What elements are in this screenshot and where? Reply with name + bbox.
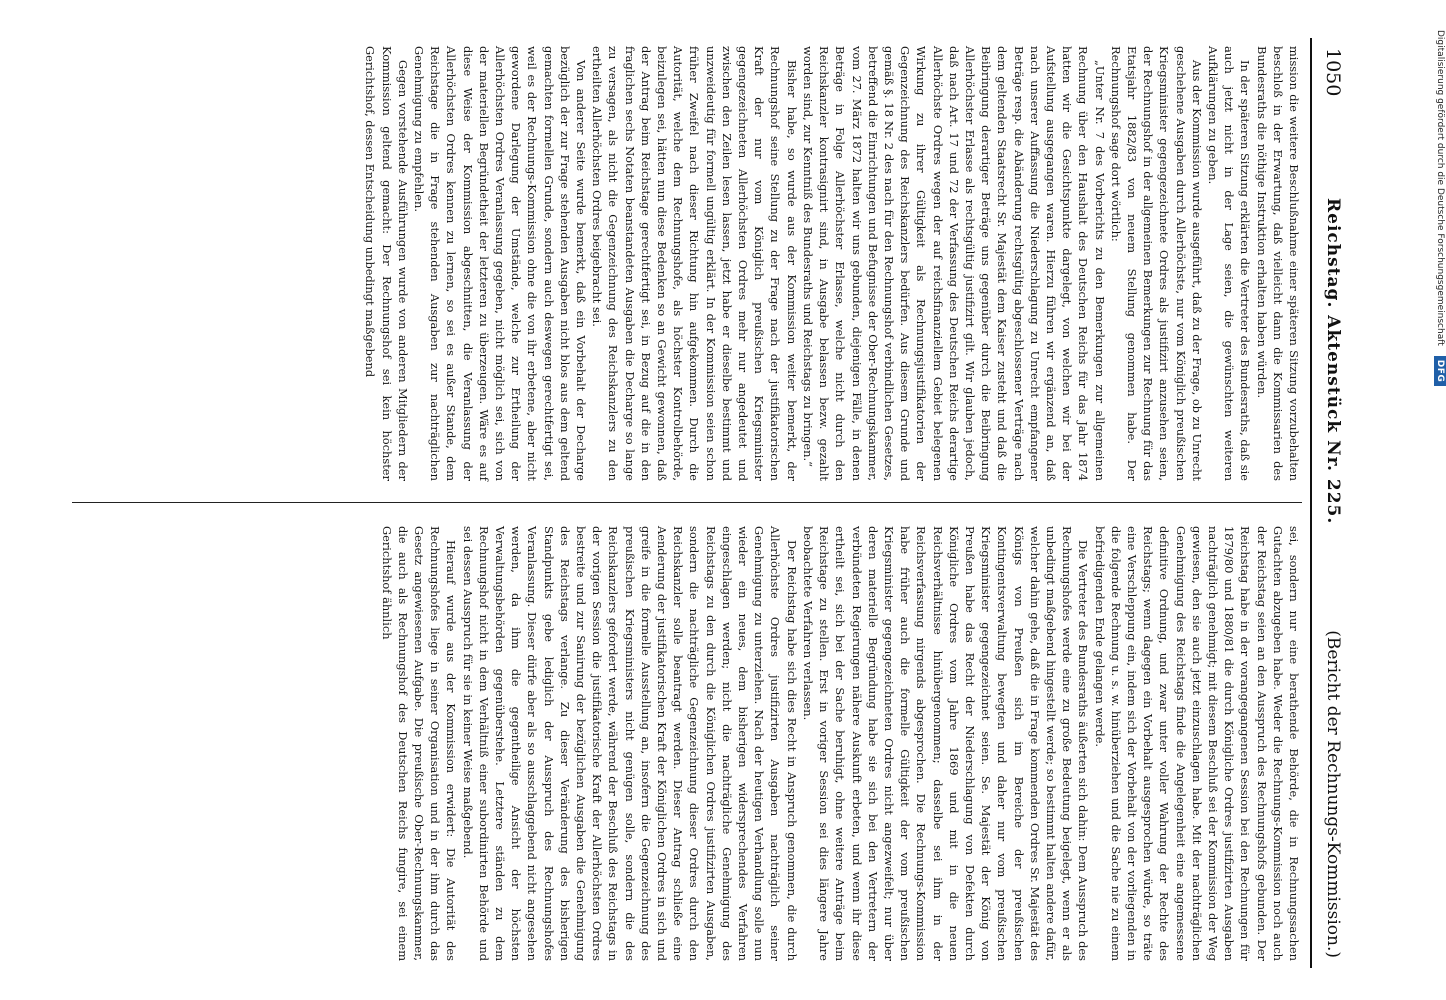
- section-title: (Bericht der Rechnungs-Kommission.): [1323, 630, 1343, 958]
- left-column: [72, 46, 1302, 481]
- left-column-paragraph: „Unter Nr. 7 des Vorberichts zu den Bemerkungen zur allgemeinen Rechnung über den Haushalt des Deutschen Reichs für das Jahr 1874 hatten wir die Gesichtspunkte dargelegt, von welchen wir bei der Aufstellung ausgegangen waren. Hierzu führen wir ergänzend an, daß nach unserer Auffassung die Niederschlagung zu Unrecht empfangener Beträge resp. die Abänderung rechtsgültig abgeschlossener Verträge nach dem geltenden Staatsrecht Sr. Majestät dem Kaiser zusteht und daß die Beibringung derartiger Beträge uns gegenüber durch die Beibringung Allerhöchster Erlasse als rechtsgültig justifizirt gilt. Wir glauben jedoch, daß nach Art. 17 und 72 der Verfassung des Deutschen Reichs derartige Allerhöchste Ordres wegen der auf reichsfinanziellem Gebiet belegenen Wirkung zu ihrer Gültigkeit als Rechnungsjustifikatorien der Gegenzeichnung des Reichskanzlers bedürfen. Aus diesem Grunde und gemäß §. 18 Nr. 2 des nach für den Rechnungshof verbindlichen Gesetzes, betreffend die Einrichtungen und Befugnisse der Ober-Rechnungskammer, vom 27. März 1872 halten wir uns gebunden, diejenigen Fälle, in denen Beträge in Folge Allerhöchster Erlasse, welche nicht durch den Reichskanzler kontrasignirt sind, in Ausgabe belassen bezw. gezahlt worden sind, zur Kenntniß des Bundesraths und Reichstags zu bringen.“: [800, 46, 1107, 481]
- running-head: [1314, 38, 1352, 968]
- left-column-paragraph: In der späteren Sitzung erklärten die Vertreter des Bundesraths, daß sie auch jetzt nicht in der Lage seien, die gewünschten weiteren Aufklärungen zu geben.: [1205, 46, 1253, 481]
- right-column-paragraph: Hierauf wurde aus der Kommission erwidert: Die Autorität des Rechnungshofes liege in seiner Organisation und in der ihm durch das Gesetz angewiesenen Aufgabe. Die preußische Ober-Rechnungskammer, die auch als Rechnungshof des Deutschen Reichs fungire, sei einem Gerichtshof ähnlich: [379, 526, 459, 961]
- left-column-paragraph: mission die weitere Beschlußnahme einer späteren Sitzung vorzubehalten beschloß in der Erwartung, daß vielleicht dann die Kommissarien des Bundesraths die nöthige Instruktion erhalten haben würden.: [1254, 46, 1301, 481]
- page-number: 1050: [1322, 48, 1344, 97]
- header-rule: [1310, 38, 1312, 968]
- left-column-paragraph: Gegen vorstehende Ausführungen wurde von anderen Mitgliedern der Kommission geltend gemacht: Der Rechnungshof sei kein höchster Gerichtshof, dessen Entscheidung unbedingt maßgebend: [363, 46, 410, 481]
- left-column-paragraph: Bisher habe, so wurde aus der Kommission weiter bemerkt, der Rechnungshof seine Stellung zu der Frage nach der justifikatorischen Kraft der nur vom Königlich preußischen Kriegsminister gegengezeichneten Allerhöchsten Ordres mehr nur angedeutet und zwischen den Zeilen lesen lassen, jetzt habe er dieselbe bestimmt und unzweideutig für formell ungültig erklärt. In der Kommission seien schon früher Zweifel nach dieser Richtung hin aufgekommen. Durch die Autorität, welche dem Rechnungshofe, als höchster Kontrolbehörde, beizulegen sei, hätten nun diese Bedenken so an Gewicht gewonnen, daß der Antrag beim Reichstage gerechtfertigt sei, in Bezug auf die in den fraglichen sechs Notaten beanstandeten Ausgaben die Decharge so lange zu versagen, als nicht die Gegenzeichnung des Reichskanzlers zu den ertheilten Allerhöchsten Ordres beigebracht sei.: [590, 46, 799, 481]
- left-column-paragraph: Aus der Kommission wurde ausgeführt, daß zu der Frage, ob zu Unrecht geschehene Ausgaben durch Allerhöchste, nur vom Königlich preußischen Kriegsminister gegengezeichnete Ordres als justifizirt anzusehen seien, der Rechnungshof in der allgemeinen Bemerkungen zur Rechnung für das Etatsjahr 1882/83 von neuem Stellung genommen habe. Der Rechnungshof sage dort wörtlich:: [1108, 46, 1204, 481]
- right-column: [72, 526, 1302, 961]
- right-column-paragraph: sei, sondern nur eine berathende Behörde, die in Rechnungssachen Gutachten abzugeben habe. Weder die Rechnungs-Kommission noch auch der Reichstag seien an den Ausspruch des Rechnungshofs gebunden. Der Reichstag habe in der vorangegangenen Session bei den Rechnungen für 1879/80 und 1880/81 die durch Königliche Ordres justifizirten Ausgaben nachträglich genehmigt; mit diesem Beschluß sei der Kommission der Weg gewiesen, den sie auch jetzt einzuschlagen habe. Mit der nachträglichen Genehmigung des Reichstags finde die Angelegenheit eine angemessene definitive Ordnung, und zwar unter voller Wahrung der Rechte des Reichstags; wenn dagegen ein Vorbehalt ausgesprochen würde, so träte eine Verschleppung ein, indem sich der Vorbehalt von der vorliegenden in die folgende Rechnung u. s. w. hinüberziehen und die Sache nie zu einem befriedigenden Ende gelangen werde.: [1092, 526, 1301, 961]
- right-column-paragraph: Der Reichstag habe sich dies Recht in Anspruch genommen, die durch Allerhöchste Ordres justifizirten Ausgaben nachträglich seiner Genehmigung zu unterziehen. Nach der heutigen Verhandlung solle nun wieder ein neues, dem bisherigen widersprechendes Verfahren eingeschlagen werden; nicht die nachträgliche Genehmigung des Reichstags zu den durch die Königlichen Ordres justifizirten Ausgaben, sondern die nachträgliche Gegenzeichnung dieser Ordres durch den Reichskanzler solle beantragt werden. Dieser Antrag schließe eine Aenderung der justifikatorischen Kraft der Königlichen Ordres in sich und greife in die formelle Ausstellung an, insofern die Gegenzeichnung des preußischen Kriegsministers nicht genügen solle, sondern die des Reichskanzlers gefordert werde, während der Beschluß des Reichstags in der vorigen Session die justifikatorische Kraft der Allerhöchsten Ordres bestreite und zur Sanirung der bezüglichen Ausgaben die Genehmigung des Reichstags verlange. Zu dieser Veränderung des bisherigen Standpunkts gebe lediglich der Ausspruch des Rechnungshofes Veranlassung. Dieser dürfe aber als so ausschlaggebend nicht angesehen werden, da ihm die gegentheilige Ansicht der höchsten Verwaltungsbehörden gegenüberstehe. Letztere ständen zu dem Rechnungshof nicht in dem Verhältniß einer subordinirten Behörde und sei dessen Ausspruch für sie in keiner Weise maßgebend.: [460, 526, 799, 961]
- credit-text: Digitalisierung gefördert durch die Deutsche Forschungsgemeinschaft: [1435, 30, 1445, 346]
- dfg-logo: DFG: [1434, 356, 1446, 387]
- left-column-paragraph: Von anderer Seite wurde bemerkt, daß ein Vorbehalt der Decharge bezüglich der zur Frage stehenden Ausgaben nicht blos aus dem geltend gemachten formellen Grunde, sondern auch deswegen gerechtfertigt sei, weil es der Rechnungs-Kommission ohne die von ihr erbetene, aber nicht gewordene Darlegung der Umstände, welche zur Ertheilung der Allerhöchsten Ordres Veranlassung gegeben, nicht möglich sei, sich von der materiellen Begründetheit der letzteren zu überzeugen. Wäre es auf diese Weise der Kommission abgeschnitten, die Veranlassung der Allerhöchsten Ordres kennen zu lernen, so sei es außer Stande, dem Reichstage die in Frage stehenden Ausgaben zur nachträglichen Genehmigung zu empfehlen.: [412, 46, 589, 481]
- document-title: Reichstag. Aktenstück Nr. 225.: [1323, 198, 1343, 525]
- digitization-credit: [1434, 30, 1446, 386]
- right-column-paragraph: Die Vertreter des Bundesraths äußerten sich dahin: Dem Ausspruch des Rechnungshofes werde eine zu große Bedeutung beigelegt, wenn er als unbedingt maßgebend hingestellt werde; so bestimmt halten andere dafür, welcher dahin gehe, daß die in Frage kommenden Ordres Sr. Majestät des Königs von Preußen sich im Bereiche der preußischen Kontingentsverwaltung bewegten und daher nur vom preußischen Kriegsminister gegengezeichnet seien. Se. Majestät der König von Preußen habe das Recht der Niederschlagung von Defekten durch Königliche Ordres vom Jahre 1869 und mit in die neuen Reichsverhältnisse hinübergenommen; dasselbe sei ihm in der Reichsverfassung nirgends abgesprochen. Die Rechnungs-Kommission habe früher auch die formelle Gültigkeit der vom preußischen Kriegsminister gegengezeichneten Ordres nicht angezweifelt; nur über deren materielle Begründung habe sie sich bei den Vertretern der verbündeten Regierungen nähere Auskunft erbeten, und wenn ihr diese ertheilt sei, sich bei der Sache beruhigt, ohne weitere Anträge beim Reichstage zu stellen. Erst in voriger Session sei dies längere Jahre beobachtete Verfahren verlassen.: [800, 526, 1091, 961]
- scanned-page: [62, 38, 1352, 968]
- column-divider: [72, 502, 1302, 503]
